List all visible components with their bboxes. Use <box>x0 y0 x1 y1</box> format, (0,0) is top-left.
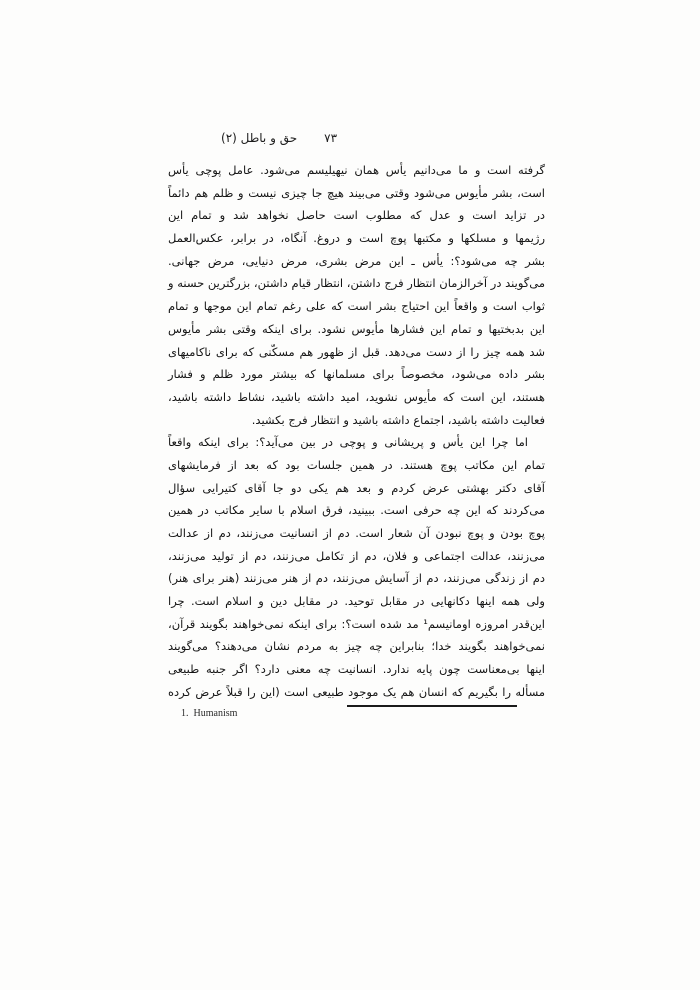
text-line: تمام این مکاتب پوچ هستند. در همین جلسات بود که بعد از فرمایشهای <box>168 457 545 472</box>
footnote <box>181 708 237 719</box>
text-line: پوچ بودن و پوچ نبودن آن شعار است. دم از انسانیت می‌زنند، دم از عدالت <box>168 526 545 540</box>
text-line: نمی‌خواهند بگویند خدا؛ بنابراین چه چیز به مردم نشان می‌دهند؟ می‌گویند <box>168 639 545 654</box>
text-line: ولی همه اینها دکانهایی در مقابل توحید. در مقابل دین و اسلام است. چرا <box>168 594 545 609</box>
text-line: هستند، این است که مأیوس نشوید، امید داشته باشید، نشاط داشته باشید، <box>168 389 545 404</box>
text-line: ثواب است و واقعاً این احتیاج بشر است که علی رغم تمام این موجها و تمام <box>168 299 545 314</box>
text-line: دم از زندگی می‌زنند، دم از آسایش می‌زنند، دم از هنر می‌زنند (هنر برای هنر) <box>168 571 545 586</box>
text-line: بشر داده می‌شود، مخصوصاً برای مسلمانها که بیشتر مورد ظلم و فشار <box>168 367 545 382</box>
text-line: گرفته است و ما می‌دانیم یأس همان نیهیلیسم می‌شود. عامل پوچی یأس <box>168 163 545 177</box>
text-line: رژیمها و مسلکها و مکتبها پوچ است و دروغ. آنگاه، در برابر، عکس‌العمل <box>168 231 545 246</box>
page-header <box>221 131 337 145</box>
text-line: می‌کردند که این چه حرفی است. ببینید، فرق اسلام با سایر مکاتب در همین <box>168 503 545 518</box>
text-line: بشر چه می‌شود؟: یأس ـ این مرض بشری، مرض دنیایی، مرض جهانی. <box>168 253 545 268</box>
text-line: می‌زنند، عدالت اجتماعی و فلان، دم از تکامل می‌زنند، دم از تولید می‌زنند، <box>168 548 545 563</box>
text-line-with-footnote-ref: این‌قدر امروزه اومانیسم¹ مد شده است؟: برای اینکه نمی‌خواهند بگویند قرآن، <box>168 616 545 631</box>
text-line: مسأله را بگیریم که انسان هم یک موجود طبیعی است (این را قبلاً عرض کرده <box>168 684 545 699</box>
page-number: ۷۳ <box>324 131 338 145</box>
text-line: است، بشر مأیوس می‌شود وقتی می‌بیند هیچ جا چیزی نیست و ظلم هم دائماً <box>168 185 545 200</box>
text-line: می‌گویند در آخرالزمان انتظار فرج داشتن، انتظار قیام داشتن، بزرگترین حسنه و <box>168 276 545 291</box>
text-line: این بدبختیها و تمام این فشارها مأیوس نشود. برای اینکه وقتی بشر مأیوس <box>168 321 545 336</box>
body-text <box>168 159 545 704</box>
text-line: آقای دکتر بهشتی عرض کردم و بعد هم یکی دو جا آقای کتیرایی سؤال <box>168 480 545 495</box>
footnote-text: Humanism <box>193 708 238 719</box>
footnote-separator <box>347 705 517 707</box>
text-line: شد همه چیز را از دست می‌دهد. قبل از ظهور هم مسکّنی که برای ناکامیهای <box>168 344 545 359</box>
text-line-paragraph-end: فعالیت داشته باشید، اجتماع داشته باشید و انتظار فرج بکشید. <box>251 412 545 427</box>
text-line: در تزاید است و عدل که مطلوب است حاصل نخواهد شد و تمام این <box>168 208 545 223</box>
text-line-paragraph-start: اما چرا این یأس و پریشانی و پوچی در بین می‌آید؟: برای اینکه واقعاً <box>168 435 528 450</box>
running-title: حق و باطل (۲) <box>221 131 298 145</box>
footnote-marker: 1. <box>181 708 189 719</box>
text-line: اینها بی‌معناست چون پایه ندارد. انسانیت چه معنی دارد؟ اگر جنبه طبیعی <box>168 662 545 677</box>
